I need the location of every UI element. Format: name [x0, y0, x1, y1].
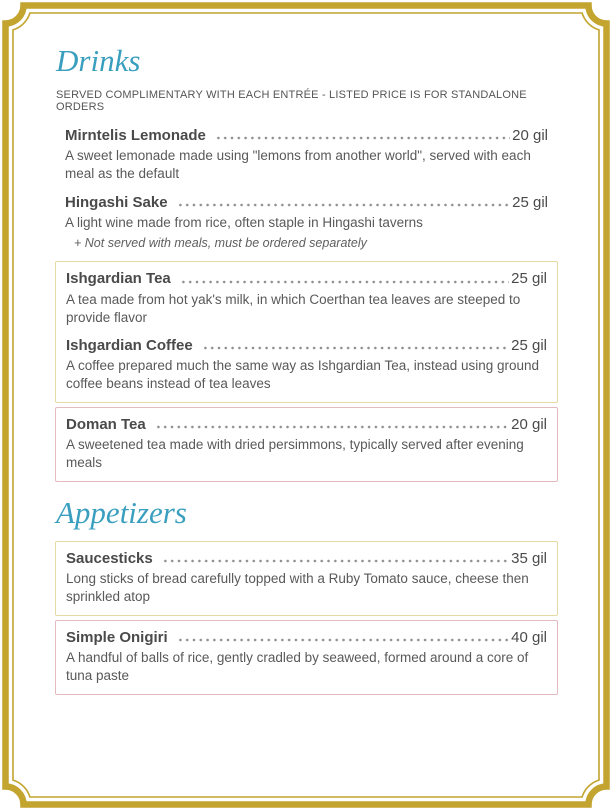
dotted-leader [155, 424, 509, 430]
menu-item-row [65, 193, 548, 213]
menu-page [55, 44, 558, 699]
item-description: A handful of balls of rice, gently cradled by seaweed, formed around a core of tuna paste [66, 650, 529, 683]
highlight-box-yellow-teas [55, 261, 558, 402]
item-price: 25 gil [511, 270, 547, 288]
menu-item-simple-onigiri [56, 628, 557, 685]
item-description: A light wine made from rice, often staple in Hingashi taverns [65, 215, 423, 231]
highlight-box-yellow-saucesticks [55, 541, 558, 616]
item-price: 20 gil [512, 126, 548, 144]
item-name: Ishgardian Coffee [66, 336, 193, 354]
item-price: 25 gil [512, 193, 548, 211]
menu-item-row [66, 628, 547, 648]
item-price: 35 gil [511, 549, 547, 567]
item-name: Simple Onigiri [66, 628, 168, 646]
item-name: Doman Tea [66, 415, 146, 433]
menu-item-saucesticks [56, 549, 557, 606]
dotted-leader [180, 279, 509, 285]
menu-item-row [66, 269, 547, 289]
menu-item-row [65, 126, 548, 146]
menu-item-doman-tea [56, 415, 557, 472]
menu-item-hingashi-sake [55, 193, 558, 252]
section-appetizers [55, 496, 558, 695]
item-name: Ishgardian Tea [66, 270, 171, 288]
menu-item-ishgardian-tea [56, 269, 557, 326]
dotted-leader [177, 637, 509, 643]
dotted-leader [202, 345, 509, 351]
highlight-box-pink-doman-tea [55, 407, 558, 482]
appetizers-section-title: Appetizers [56, 494, 187, 530]
menu-item-mirntelis-lemonade [55, 126, 558, 183]
dotted-leader [162, 558, 509, 564]
menu-item-row [66, 549, 547, 569]
section-drinks [55, 44, 558, 482]
drinks-section-title: Drinks [56, 43, 141, 78]
item-description: A coffee prepared much the same way as Ishgardian Tea, instead using ground coffee beans instead of tea leaves [66, 358, 540, 391]
item-name: Hingashi Sake [65, 193, 168, 211]
menu-item-ishgardian-coffee [56, 336, 557, 393]
menu-item-row [66, 336, 547, 356]
menu-item-row [66, 415, 547, 435]
dotted-leader [215, 135, 510, 141]
drinks-section-subtitle: SERVED COMPLIMENTARY WITH EACH ENTRÉE - LISTED PRICE IS FOR STANDALONE ORDERS [56, 88, 527, 113]
item-description: A sweet lemonade made using "lemons from another world", served with each meal as the default [65, 148, 531, 182]
item-note: + Not served with meals, must be ordered separately [74, 236, 367, 251]
item-name: Saucesticks [66, 549, 153, 567]
item-price: 20 gil [511, 415, 547, 433]
highlight-box-pink-simple-onigiri [55, 620, 558, 695]
item-price: 25 gil [511, 336, 547, 354]
dotted-leader [177, 202, 511, 208]
item-name: Mirntelis Lemonade [65, 126, 206, 144]
item-price: 40 gil [511, 628, 547, 646]
item-description: A sweetened tea made with dried persimmons, typically served after evening meals [66, 437, 524, 470]
item-description: A tea made from hot yak's milk, in which Coerthan tea leaves are steeped to provide flavor [66, 291, 521, 325]
item-description: Long sticks of bread carefully topped with a Ruby Tomato sauce, cheese then sprinkled atop [66, 571, 529, 604]
